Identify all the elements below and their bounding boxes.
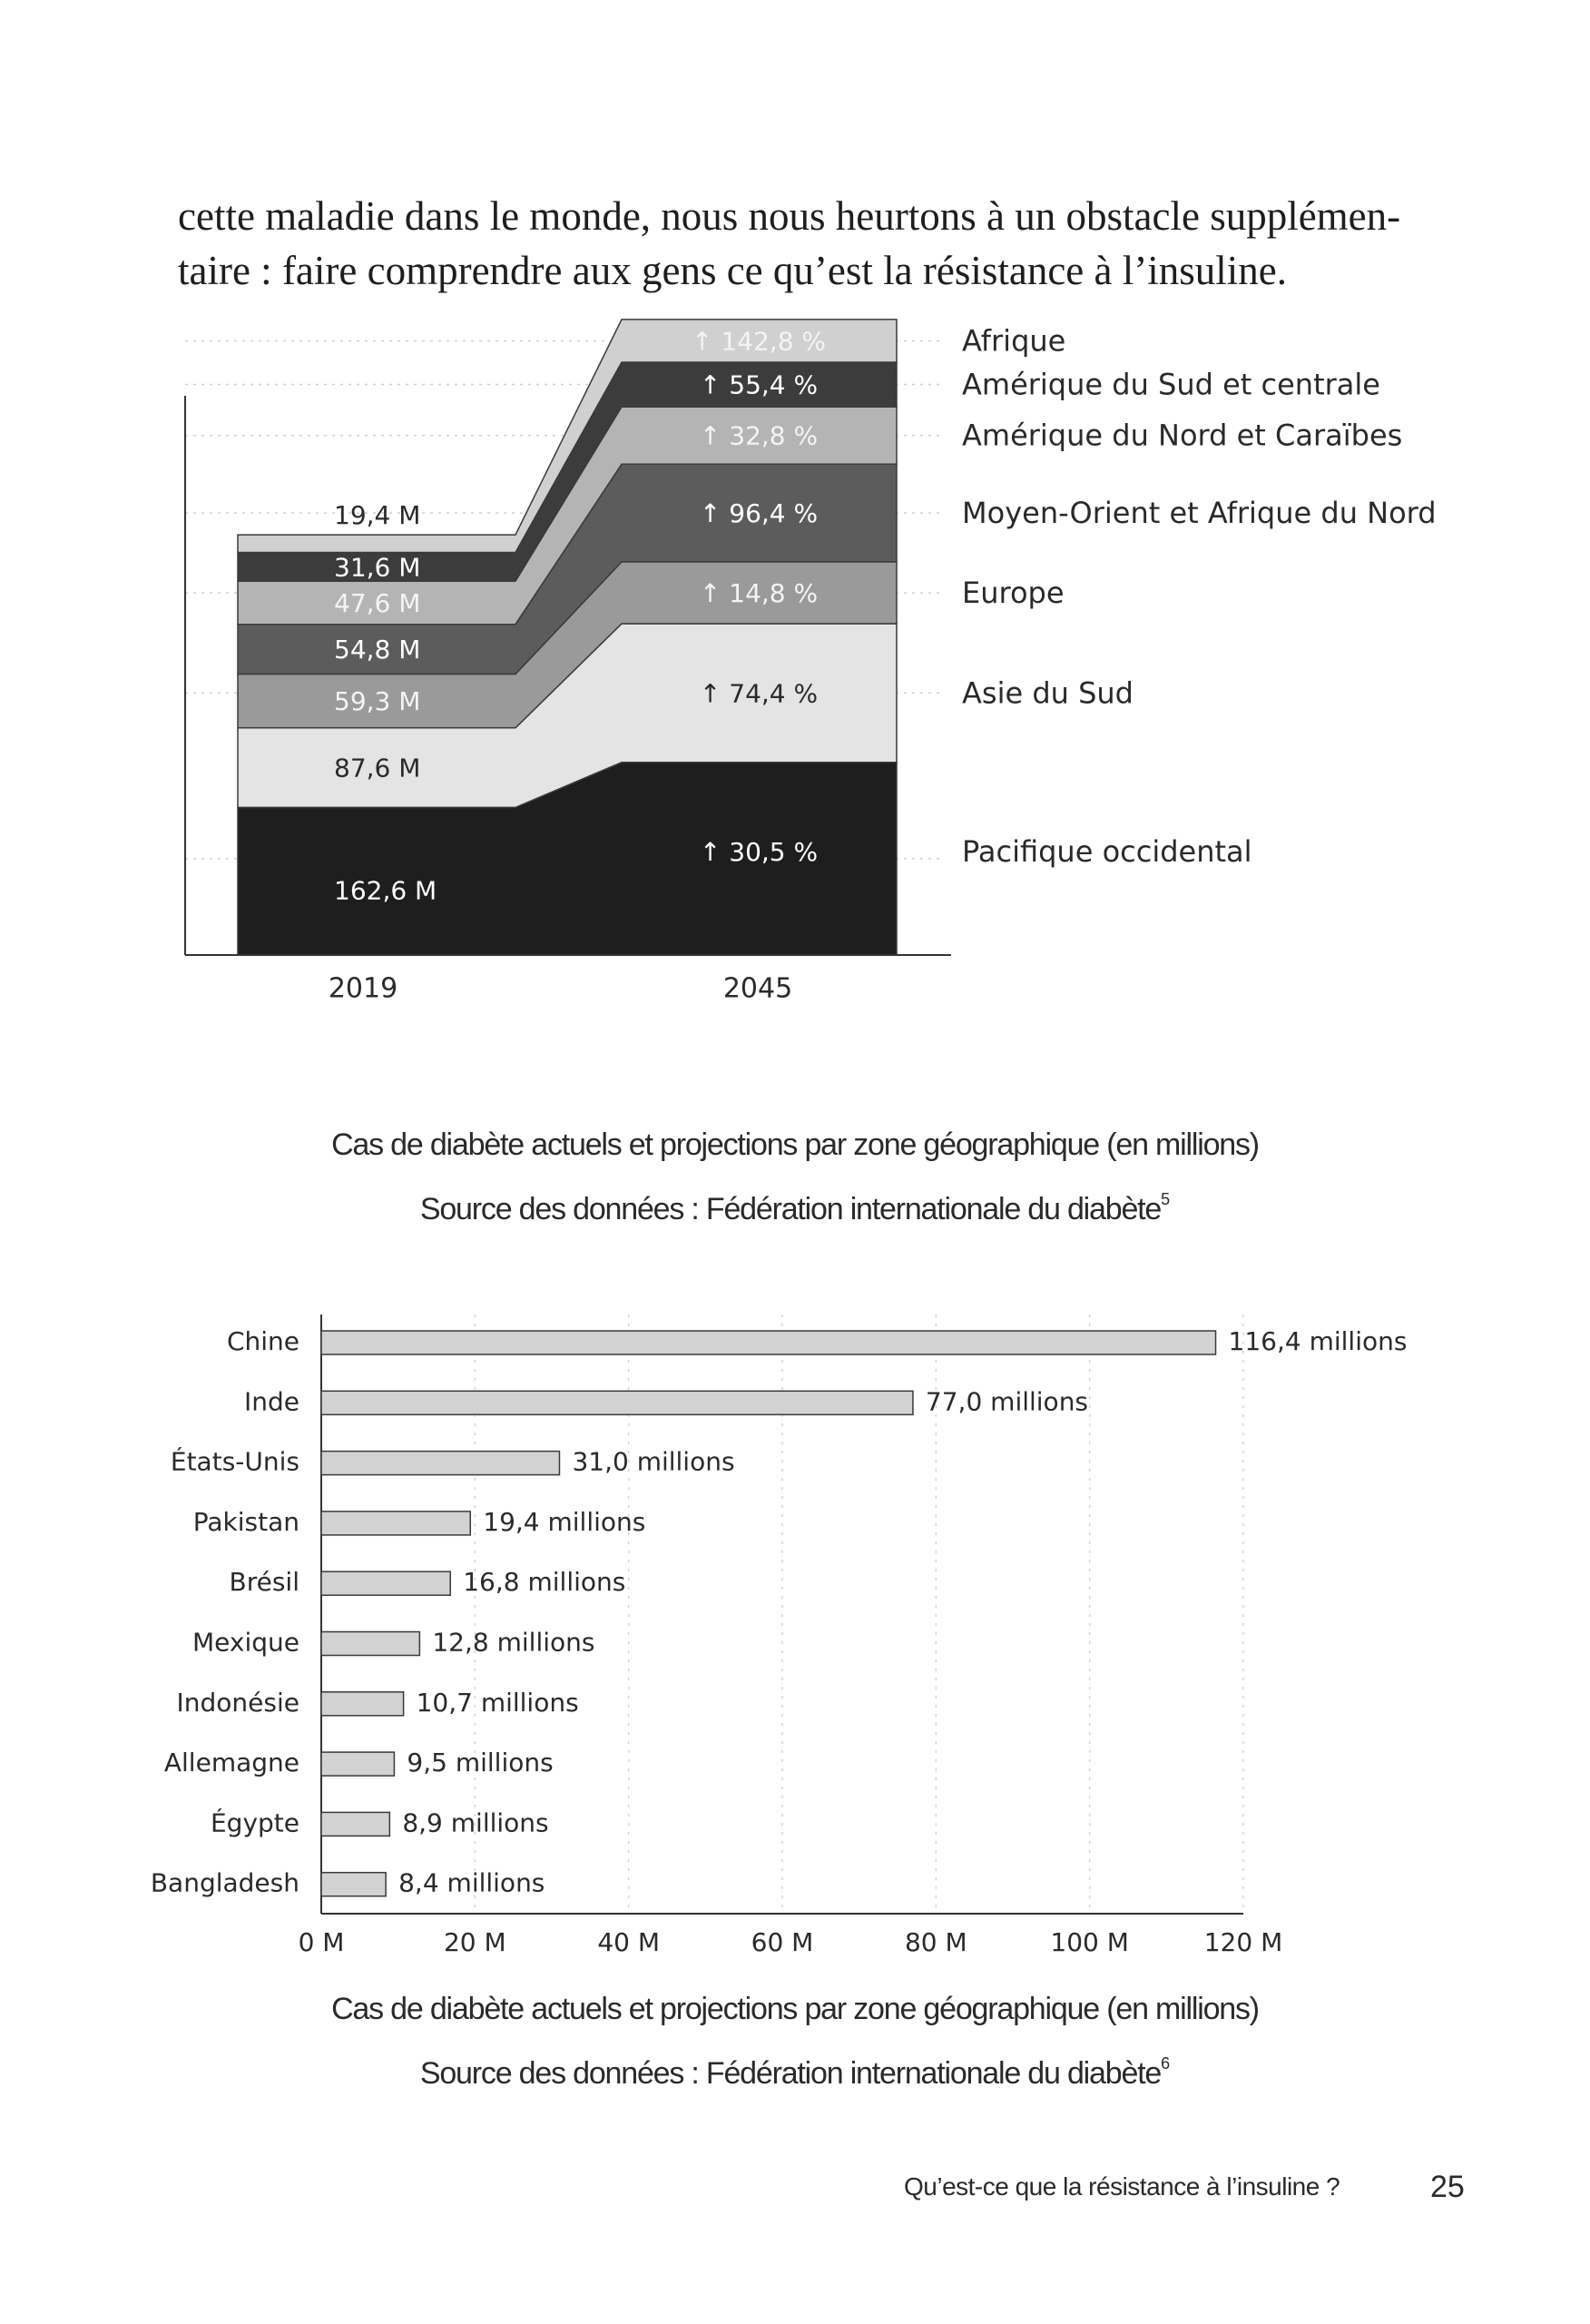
- bar: [321, 1692, 404, 1716]
- page-number: 25: [1430, 2170, 1465, 2204]
- percent-label-2045: ↑ 142,8 %: [691, 326, 827, 357]
- bar-value-label: 116,4 millions: [1228, 1326, 1408, 1356]
- category-label: Indonésie: [176, 1687, 299, 1718]
- bar: [321, 1632, 419, 1656]
- bar: [321, 1812, 389, 1836]
- percent-label-2045: ↑ 96,4 %: [699, 498, 819, 529]
- x-tick-label: 2045: [722, 972, 793, 1005]
- intro-line-2: taire : faire comprendre aux gens ce qu’est la résistance à l’insuline.: [178, 248, 1287, 293]
- area-chart-caption-line-1: Cas de diabète actuels et projections par zone géographique (en millions): [331, 1128, 1259, 1162]
- legend-label: Amérique du Nord et Caraïbes: [962, 418, 1403, 453]
- bar: [321, 1873, 386, 1896]
- category-label: États-Unis: [170, 1446, 299, 1477]
- value-label-2019: 87,6 M: [334, 753, 421, 783]
- bar-value-label: 8,4 millions: [398, 1867, 545, 1898]
- x-tick-label: 80 M: [904, 1927, 967, 1957]
- x-tick-label: 100 M: [1050, 1927, 1129, 1957]
- category-label: Brésil: [229, 1567, 299, 1598]
- percent-label-2045: ↑ 55,4 %: [699, 369, 819, 400]
- category-label: Inde: [243, 1386, 299, 1417]
- legend-label: Moyen-Orient et Afrique du Nord: [962, 496, 1437, 531]
- bar: [321, 1331, 1216, 1354]
- category-label: Mexique: [192, 1627, 299, 1658]
- x-tick-label: 40 M: [597, 1927, 661, 1957]
- bar-value-label: 9,5 millions: [407, 1748, 554, 1778]
- x-tick-label: 20 M: [443, 1927, 506, 1957]
- bar-value-label: 12,8 millions: [432, 1627, 595, 1658]
- category-label: Allemagne: [163, 1748, 299, 1778]
- value-label-2019: 59,3 M: [334, 686, 421, 717]
- value-label-2019: 162,6 M: [334, 875, 437, 906]
- legend-label: Afrique: [962, 323, 1066, 359]
- category-label: Égypte: [210, 1807, 299, 1838]
- bar-value-label: 10,7 millions: [416, 1687, 579, 1718]
- legend-label: Pacifique occidental: [962, 833, 1252, 869]
- bar-chart-caption-line-2: [0, 2036, 1590, 2101]
- percent-label-2045: ↑ 30,5 %: [699, 836, 819, 867]
- bar: [321, 1752, 394, 1776]
- area-chart-source: Source des données : Fédération internationale du diabète: [419, 1192, 1162, 1226]
- bar-value-label: 16,8 millions: [463, 1567, 626, 1598]
- category-label: Pakistan: [192, 1506, 299, 1537]
- value-label-2019: 31,6 M: [334, 552, 421, 583]
- bar-chart-source: Source des données : Fédération internationale du diabète: [419, 2056, 1162, 2091]
- x-tick-label: 0 M: [298, 1927, 345, 1957]
- value-label-2019: 54,8 M: [334, 635, 421, 665]
- percent-label-2045: ↑ 32,8 %: [699, 420, 819, 451]
- bar: [321, 1571, 450, 1595]
- legend-label: Asie du Sud: [962, 675, 1134, 711]
- percent-label-2045: ↑ 14,8 %: [699, 577, 819, 608]
- legend-label: Amérique du Sud et centrale: [962, 367, 1380, 402]
- bar-value-label: 77,0 millions: [925, 1386, 1089, 1417]
- category-label: Bangladesh: [150, 1867, 299, 1898]
- value-label-2019: 19,4 M: [334, 500, 421, 531]
- bar: [321, 1391, 913, 1414]
- bar-value-label: 8,9 millions: [402, 1807, 549, 1838]
- area-chart-footnote: 5: [1161, 1190, 1171, 1208]
- legend-label: Europe: [962, 575, 1065, 610]
- percent-label-2045: ↑ 74,4 %: [699, 678, 819, 709]
- x-tick-label: 2019: [328, 972, 398, 1005]
- category-label: Chine: [226, 1326, 299, 1356]
- running-footer-title: Qu’est-ce que la résistance à l’insuline ?: [904, 2172, 1340, 2201]
- bar-chart-caption-line-1: Cas de diabète actuels et projections par zone géographique (en millions): [331, 1992, 1259, 2026]
- bar-value-label: 19,4 millions: [483, 1506, 646, 1537]
- intro-line-1: cette maladie dans le monde, nous nous heurtons à un obstacle supplémen-: [178, 193, 1401, 239]
- bar-value-label: 31,0 millions: [572, 1446, 735, 1477]
- bar-chart-caption: [0, 1982, 1590, 2101]
- x-tick-label: 60 M: [751, 1927, 814, 1957]
- bar-chart-footnote: 6: [1161, 2054, 1171, 2073]
- value-label-2019: 47,6 M: [334, 587, 421, 618]
- bar: [321, 1512, 470, 1535]
- bar: [321, 1452, 559, 1475]
- x-tick-label: 120 M: [1203, 1927, 1283, 1957]
